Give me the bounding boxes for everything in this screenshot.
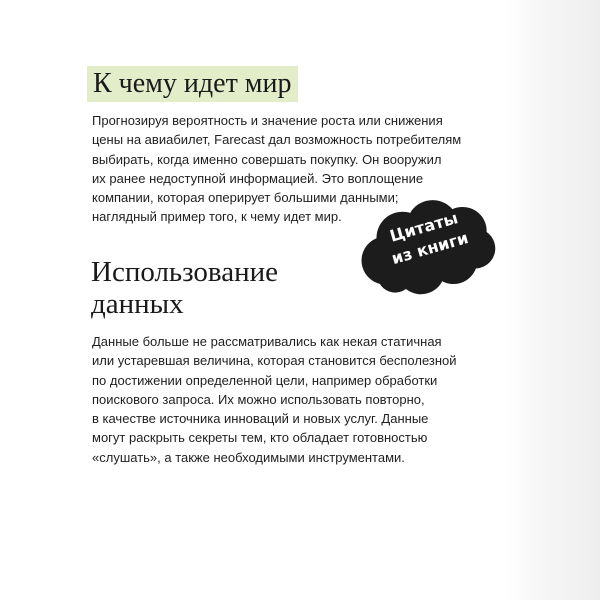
badge-label: Цитаты из книги bbox=[387, 208, 471, 269]
paragraph-data-reuse: Данные больше не рассматривались как некая статичная или устаревшая величина, которая становится бесполезной по достижении определенной цели, например обработки поискового запроса. Их можно использовать повторно, в качестве источника инноваций и новых услуг. Данные могут раскрыть секреты тем, кто обладает готовностью «слушать», а также необходимыми инструментами. bbox=[92, 334, 457, 465]
section-heading-data-usage: Использование данных bbox=[91, 256, 279, 320]
paragraph-farecast: Прогнозируя вероятность и значение роста или снижения цены на авиабилет, Farecast дал возможность потребителям выбирать, когда именно совершать покупку. Он вооружил их ранее недоступной информацией. Это воплощение компании, которая оперирует большими данными; наглядный пример того, к чему идет мир. bbox=[92, 113, 462, 225]
section-heading-world: К чему идет мир bbox=[87, 66, 298, 102]
